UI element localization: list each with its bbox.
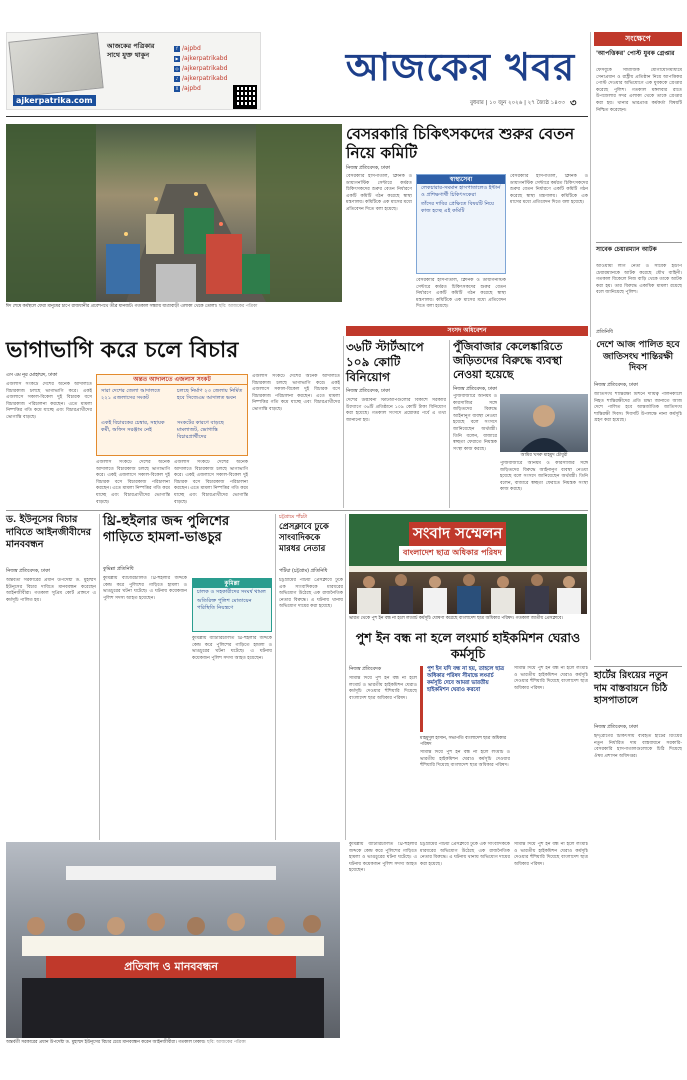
newspaper-stack-image [8, 32, 103, 97]
lead-photo-credit: ছবি: আজকের পত্রিকা [218, 304, 258, 309]
sidebar-item2-body: আওয়ামী লীগ নেতা ও সাবেক ইউপি চেয়ারম্যানকে আটক করেছে যৌথ বাহিনী। গতকাল বিকেলে নিজ বাড়ি থেকে তাকে আটক করা হয়। তার বিরুদ্ধে একাধিক মামলা রয়েছে বলে জানিয়েছে পুলিশ। [596, 264, 682, 296]
page-number: ৩ [570, 98, 577, 109]
story9-body: হৃদ্‌রোগের চিকিৎসায় ব্যবহৃত হার্টের রিংয়ের নতুন নির্ধারিত দাম বাস্তবায়নে সরকারি-বেসরকারি হাসপাতালগুলোকে চিঠি দিয়েছে ঔষধ প্রশাসন অধিদপ্তর। [594, 734, 682, 759]
story2-headline[interactable]: ভাগাভাগি করে চলে বিচার [6, 337, 239, 363]
story3-headline[interactable]: ৩৬টি স্টার্টআপে ১০৯ কোটি বিনিয়োগ [346, 340, 424, 384]
story5-photo-credit: ছবি: আজকের পত্রিকা [206, 1040, 246, 1045]
story9-byline: নিজস্ব প্রতিবেদক, ঢাকা [594, 725, 638, 730]
portrait-svg [500, 394, 588, 452]
story6-box-title: কুমিল্লা [193, 579, 271, 588]
lead-info-box [416, 174, 506, 274]
story2-body-col1: এজলাস সংকটে দেশের অনেক আদালতে বিচারকাজ চলছে ভাগাভাগি করে। একই এজলাসে সকাল-বিকেল দুই বিচারক বসে বিচারকাজ পরিচালনা করছেন। এতে মামলা নিষ্পত্তির গতি কমে যাচ্ছে এবং বিচারপ্রার্থীদের ভোগান্তি বাড়ছে। [6, 382, 92, 420]
story4-body-col2: পুঁজিবাজারে অনিয়ম ও কারসাজির সঙ্গে জড়িতদের বিরুদ্ধে আইনানুগ ব্যবস্থা নেওয়া হয়েছে বলে সংসদে জানিয়েছেন অর্থমন্ত্রী। তিনি বলেন, বাজারে স্বচ্ছতা ফেরাতে নিয়ন্ত্রক সংস্থা কাজ করছে। [500, 461, 588, 493]
story3-byline: নিজস্ব প্রতিবেদক, ঢাকা [346, 389, 390, 394]
sidebar-item3-body: জাতিসংঘ শান্তিরক্ষা মিশনে দায়িত্ব পালনকালে নিহত শান্তিরক্ষীদের প্রতি শ্রদ্ধা জানাতে আজ দেশে পালিত হবে আন্তর্জাতিক জাতিসংঘ শান্তিরক্ষী দিবস। দিবসটি উপলক্ষে নানা কর্মসূচি গ্রহণ করা হয়েছে। [594, 392, 682, 424]
story8-body-col2: সীমান্ত দিয়ে পুশ ইন বন্ধ না হলে লংমার্চ ও ভারতীয় হাইকমিশন ঘেরাও কর্মসূচি দেওয়ার হুঁশিয়ারি দিয়েছে বাংলাদেশ ছাত্র অধিকার পরিষদ। [420, 750, 510, 769]
promo-banner[interactable] [6, 32, 261, 110]
promo-line-1: আজকের পত্রিকার [107, 42, 155, 50]
lead-info-item: তাঁদের দাবির প্রেক্ষিতে বিষয়টি নিয়ে কাজ হচ্ছে এই কমিটি [421, 201, 495, 214]
lead-body-col2: বেসরকারি হাসপাতাল, ক্লিনিক ও ডায়াগনস্টিক সেন্টারে কর্মরত চিকিৎসকদের শুরুর বেতন নির্ধারণে একটি কমিটি গঠন করেছে স্বাস্থ্য মন্ত্রণালয়। কমিটিকে এক মাসের মধ্যে প্রতিবেদন দিতে বলা হয়েছে। [416, 278, 506, 310]
story2-facts-box [96, 374, 248, 456]
story6-info-box [192, 578, 272, 632]
story4-photo-caption: আমির খসরু মাহমুদ চৌধুরী [520, 453, 568, 458]
human-chain-svg [6, 866, 340, 1038]
story5-byline: নিজস্ব প্রতিবেদক, ঢাকা [6, 569, 50, 574]
social-youtube[interactable]: ▶ /ajkerpatrikabd [175, 55, 228, 62]
story2-kicker: অন্তত আদালতে এজলাস সংকট [97, 375, 247, 385]
sidebar-item3-title[interactable]: দেশে আজ পালিত হবে জাতিসংঘ শান্তিরক্ষী দিবস [596, 340, 680, 373]
story6-box-item: অতিরিক্ত পুলিশ মোতায়েন পরিস্থিতি নিয়ন্ত্রণে [197, 598, 252, 611]
human-chain-photo [6, 842, 340, 1038]
lead-info-item: লেকচারার-সমমান হাসপাতালেও ইন্টার্ন ও প্রশিক্ষণার্থী চিকিৎসকেরা [421, 185, 501, 198]
story7-byline: পটিয়া (চট্টগ্রাম) প্রতিনিধি [279, 569, 328, 574]
sidebar-item2-title[interactable]: সাবেক চেয়ারম্যান আটক [596, 246, 657, 253]
traffic-scene-svg [6, 124, 342, 302]
instagram-icon: ◎ [175, 66, 179, 71]
press-banner-sub: বাংলাদেশ ছাত্র অধিকার পরিষদ [399, 546, 506, 561]
story4-headline[interactable]: পুঁজিবাজার কেলেঙ্কারিতে জড়িতদের বিরুদ্ধে ব্যবস্থা নেওয়া হয়েছে [453, 340, 563, 381]
tiktok-icon: ♪ [175, 76, 179, 81]
story8-quote [420, 666, 510, 732]
lead-byline: নিজস্ব প্রতিবেদক, ঢাকা [346, 166, 390, 171]
sidebar-item1-title[interactable]: 'আপত্তিকর' পোস্ট যুবক গ্রেপ্তার [596, 50, 675, 57]
story6-byline: কুমিল্লা প্রতিনিধি [103, 567, 134, 572]
story2-fact: সারা দেশের জেলা আদালতে ২২১ এজলাসের সংকট [101, 388, 161, 401]
x-icon: X [175, 86, 179, 91]
story2-fact: সংকটের কারণে বাড়ছে মামলাজট, ভোগান্তি বিচারপ্রার্থীদের [177, 420, 224, 440]
masthead-title: আজকের খবর [345, 44, 576, 89]
traffic-jam-photo [6, 124, 342, 302]
story8-body-col1: সীমান্ত দিয়ে পুশ ইন বন্ধ না হলে লংমার্চ ও ভারতীয় হাইকমিশন ঘেরাও কর্মসূচি দেওয়ার হুঁশিয়ারি দিয়েছে বাংলাদেশ ছাত্র অধিকার পরিষদ। [349, 676, 417, 701]
story6-body-col2: কুমিল্লায় ব্যাটারিচালিত থ্রি-হুইলার জব্দকে কেন্দ্র করে পুলিশের গাড়িতে হামলা ও ভাঙচুরের ঘটনা ঘটেছে। এ ঘটনায় কয়েকজন পুলিশ সদস্য আহত হয়েছেন। [192, 636, 272, 661]
story8-continued: সীমান্ত দিয়ে পুশ ইন বন্ধ না হলে লংমার্চ ও ভারতীয় হাইকমিশন ঘেরাও কর্মসূচি দেওয়ার হুঁশিয়ারি দিয়েছে বাংলাদেশ ছাত্র অধিকার পরিষদ। [514, 842, 588, 867]
qr-code[interactable] [233, 85, 257, 109]
story8-byline: নিজস্ব প্রতিবেদক [349, 667, 381, 672]
story8-headline[interactable]: পুশ ইন বন্ধ না হলে লংমার্চ হাইকমিশন ঘেরাও কর্মসূচি [355, 630, 581, 661]
story8-photo-caption: ভারত থেকে পুশ ইন বন্ধ না হলে লংমার্চ কর্মসূচি ঘোষণা করেছে বাংলাদেশ ছাত্র অধিকার পরিষদ। গতকাল জাতীয় প্রেসক্লাবে। [349, 616, 563, 621]
story5-headline[interactable]: ড. ইউনূসের বিচার দাবিতে আইনজীবীদের মানববন্ধন [6, 514, 91, 550]
story4-byline: নিজস্ব প্রতিবেদক, ঢাকা [453, 387, 497, 392]
press-people-svg [349, 570, 587, 614]
lead-body-col3: বেসরকারি হাসপাতাল, ক্লিনিক ও ডায়াগনস্টিক সেন্টারে কর্মরত চিকিৎসকদের শুরুর বেতন নির্ধারণে একটি কমিটি গঠন করেছে স্বাস্থ্য মন্ত্রণালয়। কমিটিকে এক মাসের মধ্যে প্রতিবেদন দিতে বলা হয়েছে। [510, 174, 588, 206]
social-instagram[interactable]: ◎ /ajkerpatrikabd [175, 65, 228, 72]
lead-info-box-title: স্বাস্থ্যসেবা [417, 175, 505, 184]
youtube-icon: ▶ [175, 56, 179, 61]
dateline: বুধবার | ১০ জুন ২০২৬ | ২৭ জ্যৈষ্ঠ ১৪৩৩ [470, 100, 565, 106]
story6-continued: কুমিল্লায় ব্যাটারিচালিত থ্রি-হুইলার জব্দকে কেন্দ্র করে পুলিশের গাড়িতে হামলা ও ভাঙচুরের ঘটনা ঘটেছে। এ ঘটনায় কয়েকজন পুলিশ সদস্য আহত হয়েছেন। [349, 842, 417, 874]
sidebar-section-label: সংক্ষেপে [594, 32, 682, 46]
minister-portrait [500, 394, 588, 452]
press-banner-title: সংবাদ সম্মেলন [409, 522, 506, 547]
story8-body-col3: সীমান্ত দিয়ে পুশ ইন বন্ধ না হলে লংমার্চ ও ভারতীয় হাইকমিশন ঘেরাও কর্মসূচি দেওয়ার হুঁশিয়ারি দিয়েছে বাংলাদেশ ছাত্র অধিকার পরিষদ। [514, 666, 588, 691]
promo-site[interactable]: ajkerpatrika.com [13, 95, 96, 106]
story7-body: চট্টগ্রামের পটিয়া প্রেসক্লাবে ঢুকে এক সাংবাদিককে মারধরের অভিযোগ উঠেছে এক রাজনৈতিক নেতার বিরুদ্ধে। এ ঘটনায় থানায় অভিযোগ দায়ের করা হয়েছে। [279, 578, 343, 610]
social-tiktok[interactable]: ♪ /ajkerpatrikabd [175, 75, 228, 82]
story2-body-col2: এজলাস সংকটে দেশের অনেক আদালতে বিচারকাজ চলছে ভাগাভাগি করে। একই এজলাসে সকাল-বিকেল দুই বিচারক বসে বিচারকাজ পরিচালনা করছেন। এতে মামলা নিষ্পত্তির গতি কমে যাচ্ছে এবং বিচারপ্রার্থীদের ভোগান্তি বাড়ছে। [96, 460, 170, 505]
sidebar-item1-body: ফেসবুকে সামাজিক যোগাযোগমাধ্যমে সেনাপ্রধান ও রাষ্ট্রীয় প্রতিষ্ঠান নিয়ে আপত্তিকর পোস্ট দেওয়ার অভিযোগে এক যুবককে গ্রেপ্তার করেছে পুলিশ। গতকাল মঙ্গলবার রাতে উপজেলার সদর এলাকা থেকে তাকে গ্রেপ্তার করা হয়। থানার ভারপ্রাপ্ত কর্মকর্তা বিষয়টি নিশ্চিত করেছেন। [596, 68, 682, 113]
story6-body-col1: কুমিল্লায় ব্যাটারিচালিত থ্রি-হুইলার জব্দকে কেন্দ্র করে পুলিশের গাড়িতে হামলা ও ভাঙচুরের ঘটনা ঘটেছে। এ ঘটনায় কয়েকজন পুলিশ সদস্য আহত হয়েছেন। [103, 576, 187, 601]
story2-byline: এস এম নূর মোহাম্মদ, ঢাকা [6, 373, 58, 378]
story9-headline[interactable]: হার্টের রিংয়ের নতুন দাম বাস্তবায়নে চিঠি হাসপাতালে [594, 670, 668, 706]
story6-headline[interactable]: থ্রি-হুইলার জব্দ পুলিশের গাড়িতে হামলা-ভাঙচুর [103, 514, 230, 545]
story3-body: দেশের উদ্ভাবনী স্টার্টআপগুলোর বিকাশে সরকারি উদ্যোগে ৩৬টি প্রতিষ্ঠানে ১০৯ কোটি টাকা বিনিয়োগ করা হয়েছে। গতকাল সংসদে প্রশ্নোত্তর পর্বে এ তথ্য জানানো হয়। [346, 398, 446, 423]
story7-headline[interactable]: প্রেসক্লাবে ঢুকে সাংবাদিককে মারধর নেতার [279, 522, 329, 554]
lead-body-col1: বেসরকারি হাসপাতাল, ক্লিনিক ও ডায়াগনস্টিক সেন্টারে কর্মরত চিকিৎসকদের শুরুর বেতন নির্ধারণে একটি কমিটি গঠন করেছে স্বাস্থ্য মন্ত্রণালয়। কমিটিকে এক মাসের মধ্যে প্রতিবেদন দিতে বলা হয়েছে। [346, 174, 412, 212]
press-conference-photo [349, 514, 587, 614]
story8-quote-text: পুশ ইন যদি বন্ধ না হয়, তাহলে ছাত্র অধিকার পরিষদ সীমান্তে লংমার্চ কর্মসূচি দেবে আমরা ভারতীয় হাইকমিশন ঘেরাও করবো [427, 666, 505, 693]
story4-body-col1: পুঁজিবাজারে অনিয়ম ও কারসাজির সঙ্গে জড়িতদের বিরুদ্ধে আইনানুগ ব্যবস্থা নেওয়া হয়েছে বলে সংসদে জানিয়েছেন অর্থমন্ত্রী। তিনি বলেন, বাজারে স্বচ্ছতা ফেরাতে নিয়ন্ত্রক সংস্থা কাজ করছে। [453, 394, 497, 452]
sidebar-item2-byline: প্রতিনিধি [596, 330, 613, 335]
story6-box-item: চালক ও সহকারীদের সংঘর্ষ থামল [197, 589, 266, 595]
story2-fact: চলছে নির্মাণ ২৩ জেলায় নির্মিত হবে সিজেএম আদালত ভবন [177, 388, 243, 401]
story5-photo-caption: অন্তর্বর্তী সরকারের প্রধান উপদেষ্টা ড. মুহাম্মদ ইউনূসের বিচার চেয়ে মানববন্ধন করেন আইনজীবীরা। গতকাল ঢাকায়। ছবি: আজকের পত্রিকা [6, 1040, 246, 1045]
story2-body-col4: এজলাস সংকটে দেশের অনেক আদালতে বিচারকাজ চলছে ভাগাভাগি করে। একই এজলাসে সকাল-বিকেল দুই বিচারক বসে বিচারকাজ পরিচালনা করছেন। এতে মামলা নিষ্পত্তির গতি কমে যাচ্ছে এবং বিচারপ্রার্থীদের ভোগান্তি বাড়ছে। [252, 374, 340, 412]
story7-continued: চট্টগ্রামের পটিয়া প্রেসক্লাবে ঢুকে এক সাংবাদিককে মারধরের অভিযোগ উঠেছে এক রাজনৈতিক নেতার বিরুদ্ধে। এ ঘটনায় থানায় অভিযোগ দায়ের করা হয়েছে। [420, 842, 510, 867]
social-facebook[interactable]: f /ajpbd [174, 45, 201, 52]
promo-line-2: সাথে যুক্ত থাকুন [107, 51, 150, 59]
story8-quote-by: মাহমুদুল হাসান, সভাপতি বাংলাদেশ ছাত্র অধিকার পরিষদ [420, 736, 507, 747]
human-chain-banner: প্রতিবাদ ও মানববন্ধন [46, 956, 296, 978]
story2-body-col3: এজলাস সংকটে দেশের অনেক আদালতে বিচারকাজ চলছে ভাগাভাগি করে। একই এজলাসে সকাল-বিকেল দুই বিচারক বসে বিচারকাজ পরিচালনা করছেন। এতে মামলা নিষ্পত্তির গতি কমে যাচ্ছে এবং বিচারপ্রার্থীদের ভোগান্তি বাড়ছে। [174, 460, 248, 505]
story2-fact: একই বিচারকের চেম্বার, সহায়ক কর্মী, অফিস সরঞ্জাম নেই [101, 420, 165, 433]
facebook-icon: f [174, 46, 180, 52]
sidebar-item3-byline: নিজস্ব প্রতিবেদক, ঢাকা [594, 383, 638, 388]
lead-photo-caption: ঈদ শেষে কর্মস্থলে ফেরা মানুষের চাপে রাজধানীর প্রবেশপথে তীব্র যানজট। গতকাল সন্ধ্যায় যাত্রাবাড়ী এলাকা থেকে তোলা। ছবি: আজকের পত্রিকা [6, 304, 258, 309]
story7-kicker: চট্টগ্রামে পাঁচটা [279, 515, 307, 520]
lead-headline[interactable]: বেসরকারি চিকিৎসকদের শুরুর বেতন নিয়ে কমিটি [346, 124, 575, 162]
section-band-parliament: সংসদ অধিবেশন [346, 326, 588, 336]
social-x[interactable]: X /ajpbd [175, 85, 201, 92]
story5-body: অন্তর্বর্তী সরকারের প্রধান উপদেষ্টা ড. মুহাম্মদ ইউনূসের বিচার দাবিতে মানববন্ধন করেছেন আইনজীবীরা। গতকাল সুপ্রিম কোর্ট প্রাঙ্গণে এ কর্মসূচি পালিত হয়। [6, 578, 96, 603]
